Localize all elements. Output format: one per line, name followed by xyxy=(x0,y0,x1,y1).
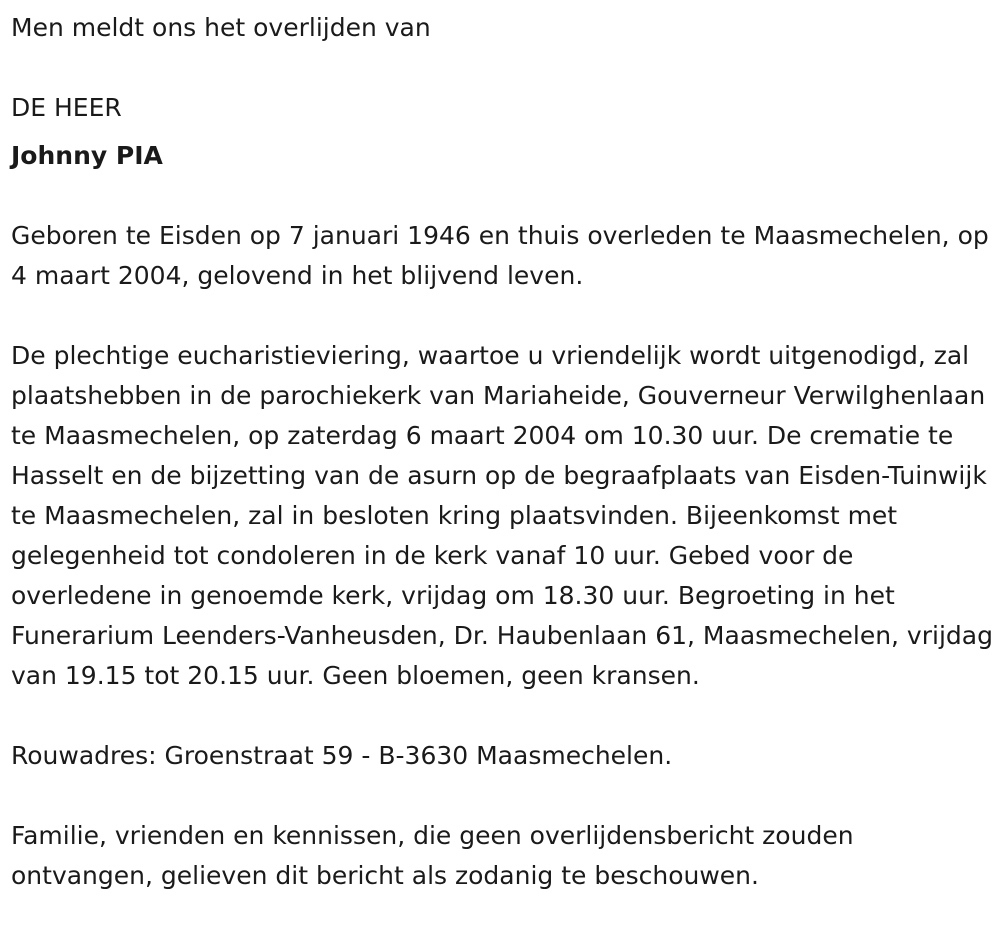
birth-death-paragraph: Geboren te Eisden op 7 januari 1946 en thuis overleden te Maasmechelen, op 4 maart 2004, gelovend in het blijvend leven. xyxy=(11,221,989,290)
closing-paragraph: Familie, vrienden en kennissen, die geen overlijdensbericht zouden ontvangen, gelieven dit bericht als zodanig te beschouwen. xyxy=(11,821,854,890)
intro-line: Men meldt ons het overlijden van xyxy=(11,13,431,42)
spacer xyxy=(11,176,996,216)
spacer xyxy=(11,296,996,336)
death-notice xyxy=(11,8,996,896)
ceremony-paragraph: De plechtige eucharistieviering, waartoe u vriendelijk wordt uitgenodigd, zal plaatshebben in de parochiekerk van Mariaheide, Gouverneur Verwilghenlaan te Maasmechelen, op zaterdag 6 maart 2004 om 10.30 uur. De crematie te Hasselt en de bijzetting van de asurn op de begraafplaats van Eisden-Tuinwijk te Maasmechelen, zal in besloten kring plaatsvinden. Bijeenkomst met gelegenheid tot condoleren in de kerk vanaf 10 uur. Gebed voor de overledene in genoemde kerk, vrijdag om 18.30 uur. Begroeting in het Funerarium Leenders-Vanheusden, Dr. Haubenlaan 61, Maasmechelen, vrijdag van 19.15 tot 20.15 uur. Geen bloemen, geen kransen. xyxy=(11,341,993,690)
deceased-name: Johnny PIA xyxy=(11,141,163,170)
spacer xyxy=(11,48,996,88)
spacer xyxy=(11,696,996,736)
spacer xyxy=(11,776,996,816)
honorific-title: DE HEER xyxy=(11,93,122,122)
mourning-address: Rouwadres: Groenstraat 59 - B-3630 Maasmechelen. xyxy=(11,741,673,770)
